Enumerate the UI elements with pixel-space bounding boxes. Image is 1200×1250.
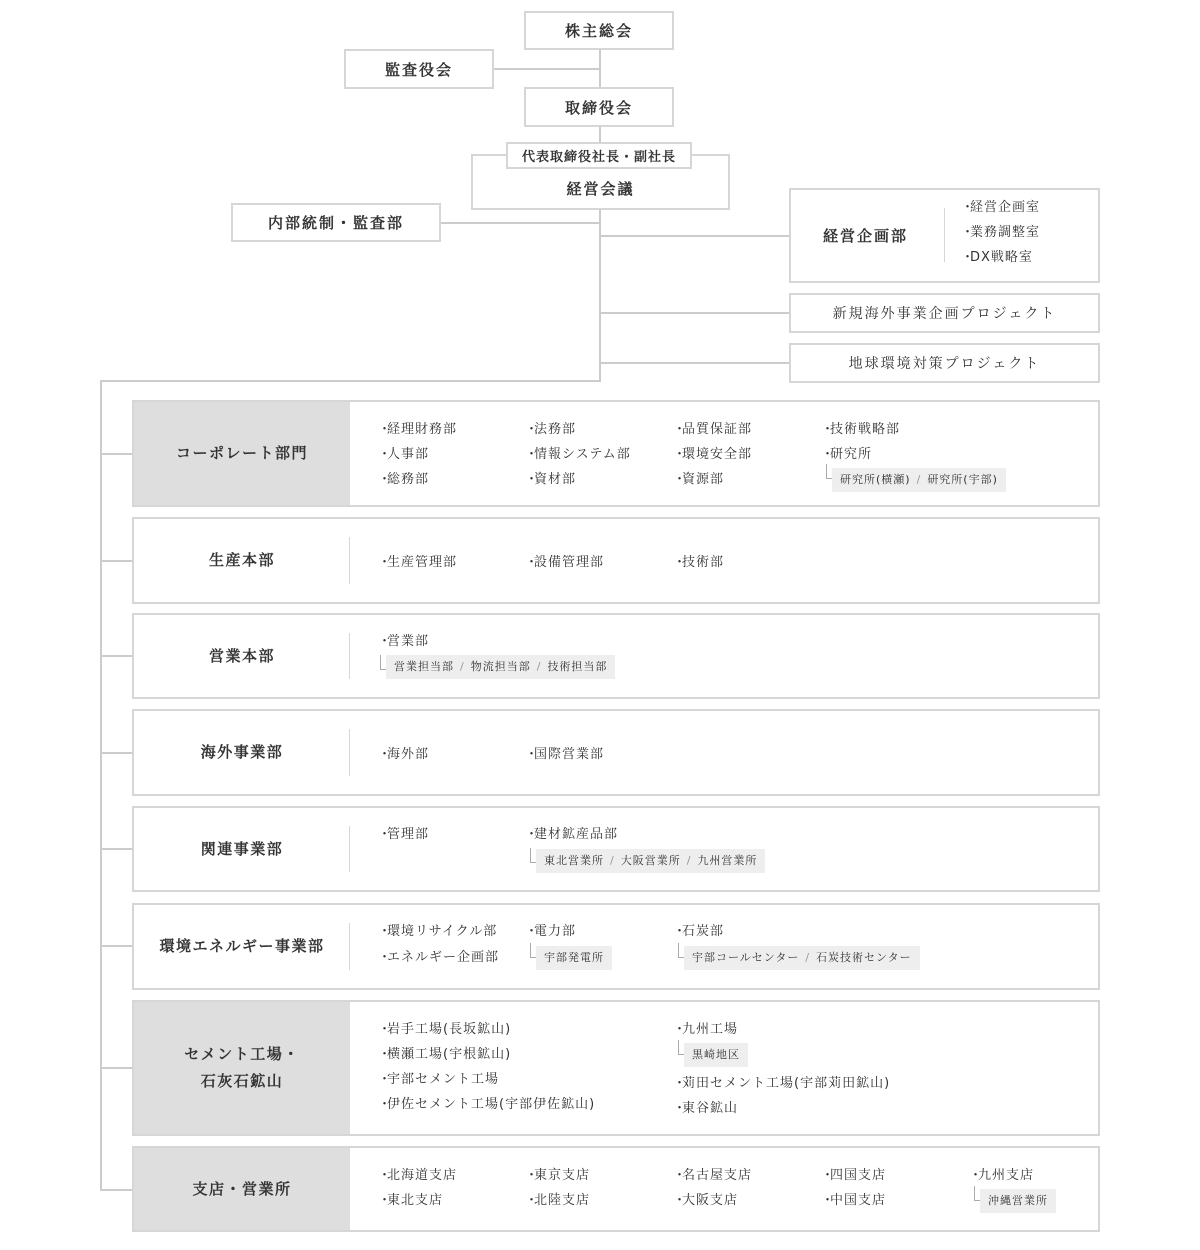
planning-list	[970, 200, 1040, 266]
planning-item: ・ 経営企画室	[970, 200, 1040, 216]
dept-item: ・ 技術部	[682, 555, 724, 571]
dept-item: ・ 海外部	[387, 747, 429, 763]
dept-item: ・ 技術戦略部	[830, 422, 900, 438]
connector-line	[439, 222, 600, 224]
sub-item: 黒崎地区	[692, 1048, 740, 1061]
plants-title-line2: 石灰石鉱山	[200, 1072, 284, 1090]
sub-item: 東北営業所	[544, 854, 604, 867]
dept-item: ・ 岩手工場(長坂鉱山)	[387, 1022, 511, 1038]
coal-sub-list	[684, 946, 920, 970]
sub-item: 大阪営業所	[620, 854, 681, 867]
dept-item: ・ 東京支店	[534, 1168, 590, 1184]
planning-item: ・ DX戦略室	[970, 250, 1040, 266]
connector-line	[493, 68, 600, 70]
sub-item: 物流担当部	[470, 660, 531, 673]
dept-item: ・ 大阪支店	[682, 1193, 738, 1209]
planning-item: ・ 業務調整室	[970, 225, 1040, 241]
sub-separator: /	[805, 951, 811, 964]
dept-item: ・ 経理財務部	[387, 422, 457, 438]
sub-item: 宇部発電所	[544, 951, 604, 964]
production-title: 生産本部	[134, 519, 350, 602]
dept-item: ・ 宇部セメント工場	[387, 1072, 499, 1088]
sub-item: 営業担当部	[394, 660, 454, 673]
dept-item: ・ 伊佐セメント工場(宇部伊佐鉱山)	[387, 1097, 595, 1113]
related-section	[132, 806, 1100, 892]
auditors-box: 監査役会	[344, 49, 494, 89]
overseas-project-box: 新規海外事業企画プロジェクト	[789, 293, 1100, 333]
connector-line	[100, 752, 132, 754]
branches-section	[132, 1146, 1100, 1232]
dept-item: ・ 電力部	[534, 924, 576, 940]
executives-box: 代表取締役社長・副社長	[506, 142, 692, 169]
connector-line	[100, 1067, 132, 1069]
planning-divider	[944, 208, 945, 262]
management-meeting-box: 経営会議	[471, 154, 730, 210]
dept-item: ・ 北海道支店	[387, 1168, 457, 1184]
sub-item: 石炭技術センター	[816, 951, 912, 964]
dept-item: ・ 資材部	[534, 472, 576, 488]
sub-separator: /	[536, 660, 542, 673]
plants-section	[132, 1000, 1100, 1136]
dept-item: ・ 北陸支店	[534, 1193, 590, 1209]
energy-section	[132, 903, 1100, 990]
kyushu-branch-sub-list	[980, 1189, 1056, 1213]
connector-line	[100, 655, 132, 657]
connector-line	[100, 380, 601, 382]
connector-line	[100, 453, 132, 455]
related-sub-list	[536, 849, 765, 873]
sales-title: 営業本部	[134, 615, 350, 697]
dept-item: ・ 研究所	[830, 447, 872, 463]
dept-item: ・ 人事部	[387, 447, 429, 463]
branches-title: 支店・営業所	[134, 1148, 350, 1230]
dept-item: ・ 苅田セメント工場(宇部苅田鉱山)	[682, 1076, 890, 1092]
connector-line	[600, 312, 790, 314]
sub-item: 研究所(宇部)	[927, 473, 998, 486]
connector-line	[600, 362, 790, 364]
connector-line	[100, 1189, 132, 1191]
sub-item: 九州営業所	[697, 854, 758, 867]
kyushu-plant-sub-list	[684, 1043, 748, 1067]
connector-line	[100, 560, 132, 562]
dept-item: ・ 石炭部	[682, 924, 724, 940]
sub-item: 技術担当部	[547, 660, 608, 673]
power-sub-list	[536, 946, 612, 970]
dept-item: ・ 名古屋支店	[682, 1168, 752, 1184]
dept-item: ・ 環境リサイクル部	[387, 924, 497, 940]
connector-line	[100, 380, 102, 1191]
dept-item: ・ 建材鉱産品部	[534, 827, 618, 843]
dept-item: ・ 法務部	[534, 422, 576, 438]
dept-item: ・ 東北支店	[387, 1193, 443, 1209]
sub-item: 沖縄営業所	[988, 1194, 1048, 1207]
dept-item: ・ 設備管理部	[534, 555, 604, 571]
sales-sub-list	[386, 655, 615, 679]
internal-audit-box: 内部統制・監査部	[231, 203, 441, 242]
dept-item: ・ 資源部	[682, 472, 724, 488]
dept-item: ・ エネルギー企画部	[387, 950, 499, 966]
dept-item: ・ 情報システム部	[534, 447, 631, 463]
sub-separator: /	[610, 854, 615, 867]
lab-sub-list	[832, 468, 1006, 492]
corporate-section	[132, 400, 1100, 507]
dept-item: ・ 国際営業部	[534, 747, 604, 763]
energy-title: 環境エネルギー事業部	[134, 905, 350, 988]
dept-item: ・ 総務部	[387, 472, 429, 488]
board-box: 取締役会	[524, 87, 674, 127]
corporate-title: コーポレート部門	[134, 402, 350, 505]
dept-item: ・ 四国支店	[830, 1168, 886, 1184]
sub-separator: /	[686, 854, 692, 867]
sales-section	[132, 613, 1100, 699]
dept-item: ・ 環境安全部	[682, 447, 752, 463]
planning-dept-title: 経営企画部	[823, 227, 909, 245]
environment-project-box: 地球環境対策プロジェクト	[789, 343, 1100, 383]
production-section	[132, 517, 1100, 604]
connector-line	[600, 235, 790, 237]
sub-separator: /	[460, 660, 465, 673]
shareholders-box: 株主総会	[524, 11, 674, 50]
dept-item: ・ 中国支店	[830, 1193, 886, 1209]
dept-item: ・ 管理部	[387, 827, 429, 843]
dept-item: ・ 品質保証部	[682, 422, 752, 438]
dept-item: ・ 生産管理部	[387, 555, 457, 571]
overseas-title: 海外事業部	[134, 711, 350, 794]
plants-title	[134, 1002, 350, 1134]
sub-item: 宇部コールセンター	[692, 951, 800, 964]
dept-item: ・ 九州工場	[682, 1022, 738, 1038]
dept-item: ・ 九州支店	[978, 1168, 1034, 1184]
connector-line	[100, 945, 132, 947]
overseas-section	[132, 709, 1100, 796]
connector-line	[100, 848, 132, 850]
dept-item: ・ 営業部	[387, 634, 429, 650]
dept-item: ・ 横瀬工場(宇根鉱山)	[387, 1047, 511, 1063]
related-title: 関連事業部	[134, 808, 350, 890]
dept-item: ・ 東谷鉱山	[682, 1101, 738, 1117]
plants-title-line1: セメント工場・	[184, 1045, 300, 1063]
sub-separator: /	[916, 473, 922, 486]
sub-item: 研究所(横瀬)	[840, 473, 911, 486]
